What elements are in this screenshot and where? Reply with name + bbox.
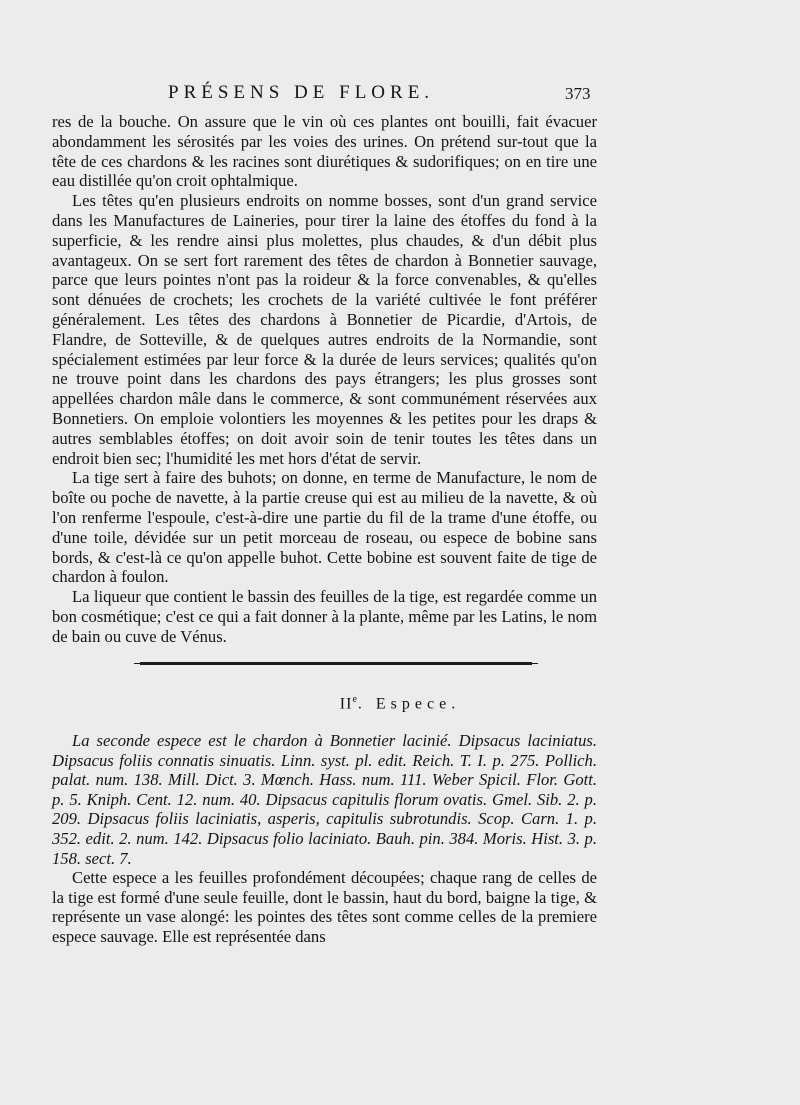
heading-word: . Espece. — [357, 695, 461, 713]
paragraph-description: Cette espece a les feuilles profondément découpées; chaque rang de celles de la tige est formé d'une seule feuille, dont le bassin, haut du bord, baigne la tige, & représente un vase alongé: les pointes des têtes sont comme celles de la premiere espece sauvage. Elle est représentée dans — [52, 868, 597, 946]
section-heading — [0, 694, 800, 713]
page-number: 373 — [565, 84, 591, 103]
running-head — [0, 82, 800, 108]
running-title: PRÉSENS DE FLORE. — [168, 82, 435, 103]
paragraph-cosmetic: La liqueur que contient le bassin des feuilles de la tige, est regardée comme un bon cosmétique; c'est ce qui a fait donner à la plante, même par les Latins, le nom de bain ou cuve de Vénus. — [52, 587, 597, 646]
section-two-text — [52, 731, 597, 947]
ornamental-rule — [140, 662, 532, 665]
paragraph-medicinal-uses: res de la bouche. On assure que le vin où ces plantes ont bouilli, fait évacuer abondamment les sérosités par les voies des urines. On prétend sur-tout que la tête de ces chardons & les racines sont diurétiques & sudorifiques; on en tire une eau distillée qu'on croit ophtalmique. — [52, 112, 597, 191]
paragraph-stem-uses: La tige sert à faire des buhots; on donne, en terme de Manufacture, le nom de boîte ou poche de navette, à la partie creuse qui est au milieu de la navette, & où l'on renferme l'espoule, c'est-à-dire une partie du fil de la trame d'une étoffe, ou d'une toile, dévidée sur un petit morceau de roseau, ou espece de bobine sans bords, & c'est-là ce qu'on appelle buhot. Cette bobine est souvent faite de tige de chardon à foulon. — [52, 468, 597, 587]
section-one-text — [52, 112, 597, 647]
paragraph-wool-industry: Les têtes qu'en plusieurs endroits on nomme bosses, sont d'un grand service dans les Manufactures de Laineries, pour tirer la laine des étoffes du fond à la superficie, & les rendre ainsi plus molettes, plus chaudes, & d'un débit plus avantageux. On se sert fort rarement des têtes de chardon à Bonnetier sauvage, parce que leurs pointes n'ont pas la roideur & la force convenables, & qu'elles sont dénuées de crochets; les crochets de la variété cultivée le font préférer généralement. Les têtes des chardons à Bonnetier de Picardie, d'Artois, de Flandre, de Sotteville, & de quelques autres endroits de la Normandie, sont spécialement estimées par leur force & la durée de leurs services; qualités qu'on ne trouve point dans les chardons des pays étrangers; les plus grosses sont appellées chardon mâle dans le commerce, & sont communément réservées aux Bonnetiers. On emploie volontiers les moyennes & les petites pour les draps & autres semblables étoffes; on doit avoir soin de tenir toutes les têtes dans un endroit bien sec; l'humidité les met hors d'état de servir. — [52, 191, 597, 468]
heading-superscript: e — [352, 694, 358, 705]
heading-numeral: II — [339, 695, 353, 713]
paragraph-synonymy: La seconde espece est le chardon à Bonnetier lacinié. Dipsacus laciniatus. Dipsacus foliis connatis sinuatis. Linn. syst. pl. edit. Reich. T. I. p. 275. Pollich. palat. num. 138. Mill. Dict. 3. Mœnch. Hass. num. 111. Weber Spicil. Flor. Gott. p. 5. Kniph. Cent. 12. num. 40. Dipsacus capitulis florum ovatis. Gmel. Sib. 2. p. 209. Dipsacus foliis laciniatis, asperis, capitulis subrotundis. Scop. Carn. 1. p. 352. edit. 2. num. 142. Dipsacus folio laciniato. Bauh. pin. 384. Moris. Hist. 3. p. 158. sect. 7. — [52, 731, 597, 868]
